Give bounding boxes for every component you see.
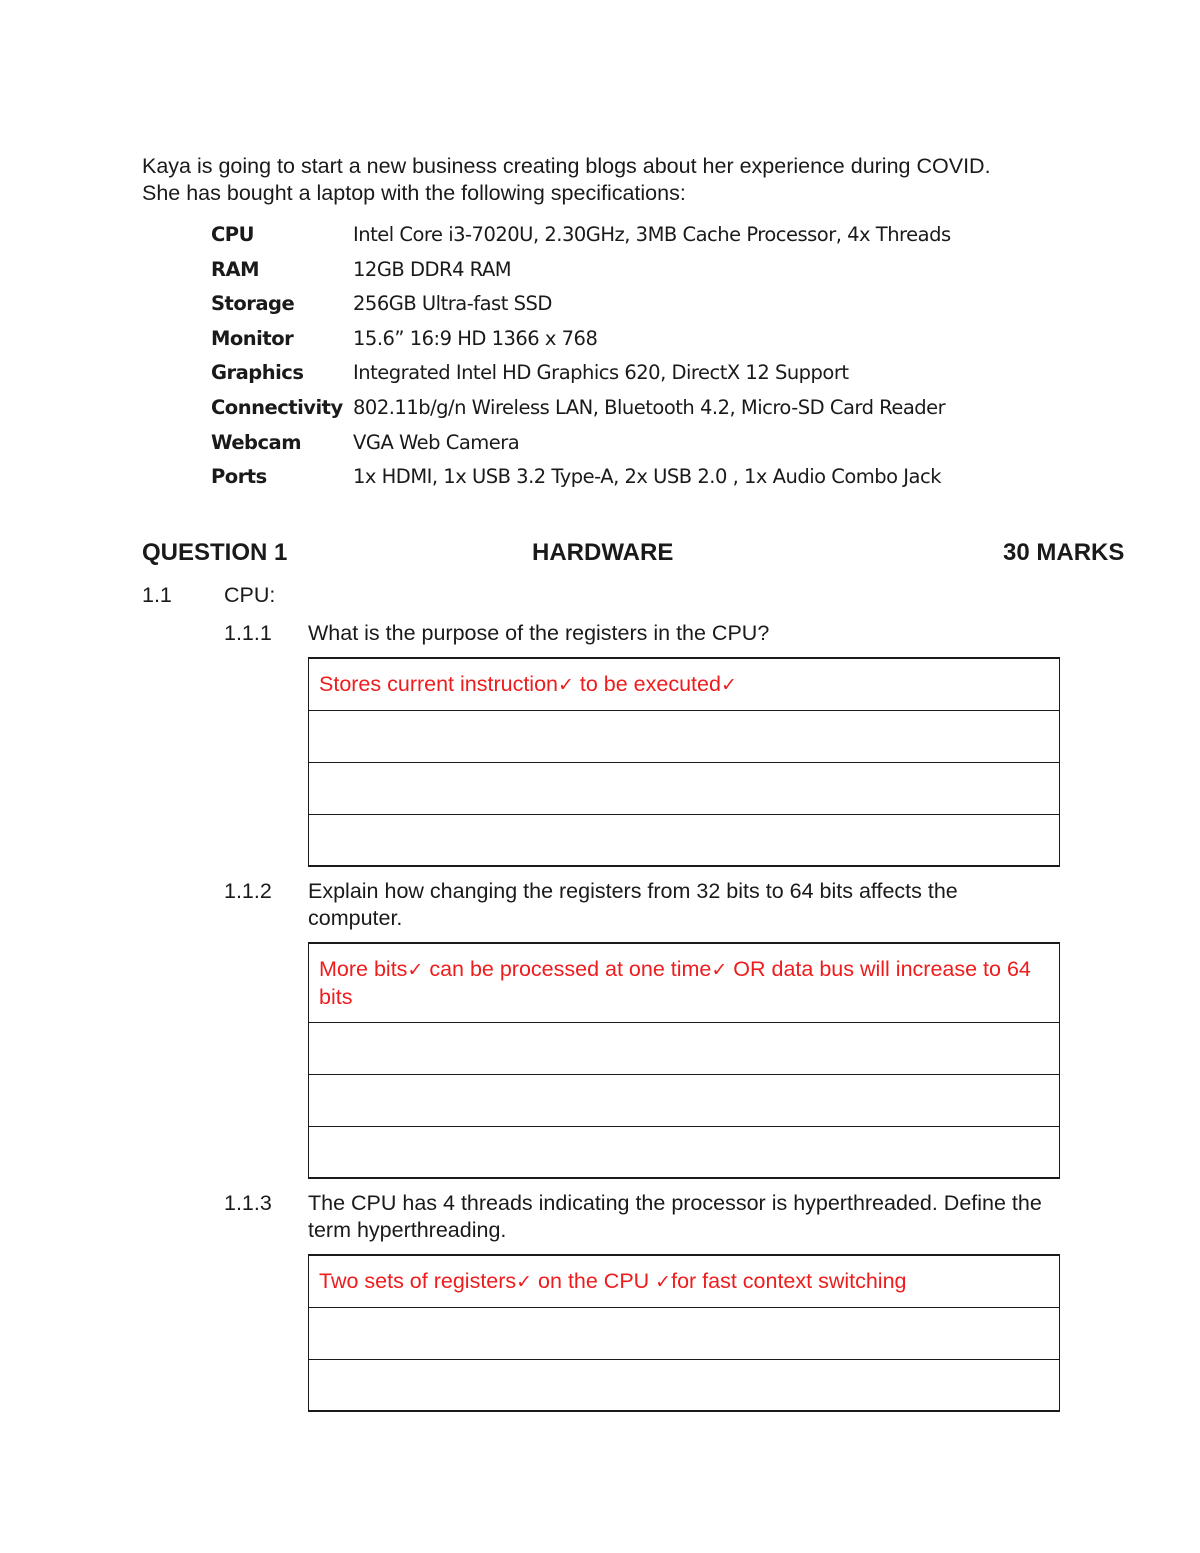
answer-box [308,1254,1060,1412]
answer-line [309,1127,1059,1179]
spec-value: 1x HDMI, 1x USB 3.2 Type-A, 2x USB 2.0 , 1x Audio Combo Jack [353,465,942,489]
answer-box [308,942,1060,1179]
question-topic: HARDWARE [532,539,674,566]
spec-label: Connectivity [211,395,343,419]
spec-value: 802.11b/g/n Wireless LAN, Bluetooth 4.2, Micro-SD Card Reader [353,395,946,419]
spec-row-connectivity [211,391,951,426]
answer-line [309,1360,1059,1412]
subquestion-number: 1.1.1 [224,621,272,645]
spec-label: Ports [211,465,267,489]
tick-icon: ✓ [711,959,728,981]
spec-label: Graphics [211,361,304,385]
answer-box [308,657,1060,867]
answer-line [309,763,1059,815]
spec-value: 256GB Ultra-fast SSD [353,292,552,316]
spec-value: VGA Web Camera [353,430,520,454]
question-marks: 30 MARKS [1003,539,1125,566]
answer-text: for fast context switching [671,1269,907,1293]
answer-text: More bits [319,957,408,981]
spec-value: Intel Core i3-7020U, 2.30GHz, 3MB Cache Processor, 4x Threads [353,223,951,246]
spec-row-webcam [211,426,951,461]
spec-value: Integrated Intel HD Graphics 620, DirectX 12 Support [353,361,849,385]
answer-line [309,1256,1059,1308]
answer-text: Stores current instruction [319,672,558,696]
answer-line [309,659,1059,711]
spec-label: Monitor [211,326,294,350]
answer-line [309,815,1059,867]
answer-text: to be executed [573,672,721,696]
spec-label: Webcam [211,430,302,454]
answer-line [309,711,1059,763]
subquestion-text: The CPU has 4 threads indicating the processor is hyperthreaded. Define the term hyperthreading. [308,1191,1042,1242]
answer-text: on the CPU [532,1269,656,1293]
answer-line [309,944,1059,1023]
subquestion-number: 1.1.3 [224,1191,272,1215]
intro-paragraph: Kaya is going to start a new business creating blogs about her experience during COVID. She has bought a laptop with the following specifications: [142,154,991,205]
spec-value: 15.6” 16:9 HD 1366 x 768 [353,326,598,350]
subquestion-text: What is the purpose of the registers in the CPU? [308,621,770,645]
answer-line [309,1075,1059,1127]
spec-row-ram [211,253,951,288]
spec-row-graphics [211,356,951,391]
spec-label: RAM [211,257,260,281]
tick-icon: ✓ [655,1271,672,1293]
answer-text: Two sets of registers [319,1269,517,1293]
answer-text: OR data bus will increase to 64 bits [319,957,1031,1009]
spec-row-cpu [211,218,951,253]
spec-row-storage [211,287,951,322]
subquestion-text: Explain how changing the registers from 32 bits to 64 bits affects the computer. [308,879,958,930]
section-number: 1.1 [142,583,172,607]
spec-value: 12GB DDR4 RAM [353,257,512,281]
tick-icon: ✓ [720,674,737,696]
tick-icon: ✓ [516,1271,533,1293]
spec-row-monitor [211,322,951,357]
tick-icon: ✓ [558,674,574,696]
answer-line [309,1023,1059,1075]
tick-icon: ✓ [407,959,424,981]
spec-label: Storage [211,292,295,316]
section-title: CPU: [224,583,276,607]
spec-label: CPU [211,223,254,246]
spec-list [211,218,951,495]
spec-row-ports [211,460,951,495]
question-number: QUESTION 1 [142,539,288,566]
subquestion-number: 1.1.2 [224,879,272,903]
answer-text: can be processed at one time [423,957,712,981]
answer-line [309,1308,1059,1360]
